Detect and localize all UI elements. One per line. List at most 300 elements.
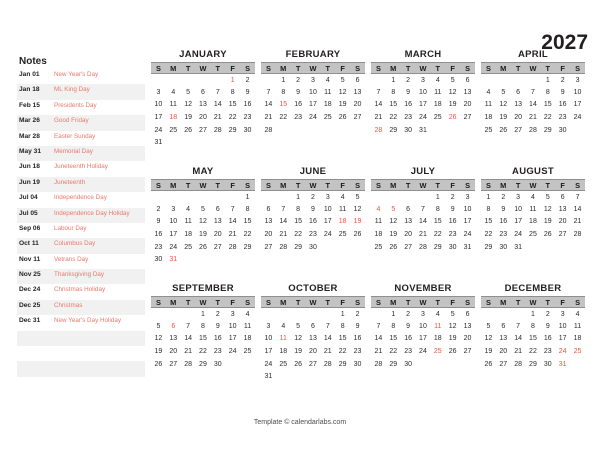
day-cell[interactable]: 9 (355, 322, 360, 330)
day-cell[interactable]: 16 (213, 335, 222, 343)
day-cell[interactable]: 30 (404, 360, 412, 368)
day-cell[interactable]: 24 (264, 360, 273, 368)
day-cell[interactable]: 25 (323, 114, 332, 122)
day-cell[interactable]: 19 (389, 231, 398, 239)
day-cell[interactable]: 23 (543, 348, 552, 356)
day-cell[interactable]: 20 (514, 114, 522, 122)
day-cell[interactable]: 22 (243, 231, 252, 239)
day-cell[interactable]: 21 (573, 218, 582, 226)
day-cell[interactable]: 13 (499, 335, 508, 343)
day-cell[interactable]: 1 (245, 193, 250, 201)
day-cell[interactable]: 26 (389, 243, 398, 251)
day-cell[interactable]: 2 (156, 205, 161, 213)
day-cell[interactable]: 12 (184, 101, 192, 109)
day-cell[interactable]: 12 (199, 218, 207, 226)
day-cell[interactable]: 25 (529, 231, 537, 239)
day-cell[interactable]: 17 (323, 218, 332, 226)
day-cell[interactable]: 1 (201, 310, 205, 318)
day-cell[interactable]: 12 (294, 335, 302, 343)
day-cell[interactable]: 28 (264, 126, 273, 134)
day-cell[interactable]: 12 (154, 335, 163, 343)
day-cell[interactable]: 11 (169, 101, 177, 109)
day-cell[interactable]: 7 (281, 205, 286, 213)
day-cell[interactable]: 4 (435, 310, 440, 318)
day-cell[interactable]: 25 (433, 114, 442, 122)
day-cell[interactable]: 14 (514, 335, 522, 343)
day-cell[interactable]: 11 (243, 322, 252, 330)
day-cell[interactable]: 28 (573, 231, 582, 239)
day-cell[interactable]: 10 (419, 88, 427, 96)
day-cell[interactable]: 27 (499, 360, 508, 368)
day-cell[interactable]: 4 (435, 76, 440, 84)
day-cell[interactable]: 21 (529, 114, 537, 122)
day-cell[interactable]: 16 (404, 101, 412, 109)
day-cell[interactable]: 29 (389, 126, 398, 134)
day-cell[interactable]: 26 (154, 360, 163, 368)
day-cell[interactable]: 31 (419, 126, 427, 134)
day-cell[interactable]: 26 (338, 114, 347, 122)
day-cell[interactable]: 3 (465, 193, 470, 201)
day-cell[interactable]: 1 (296, 193, 301, 201)
day-cell[interactable]: 25 (374, 243, 383, 251)
day-cell[interactable]: 6 (201, 88, 205, 96)
day-cell[interactable]: 12 (389, 218, 398, 226)
day-cell[interactable]: 10 (323, 205, 332, 213)
day-cell[interactable]: 19 (199, 231, 207, 239)
day-cell[interactable]: 17 (419, 101, 427, 109)
day-cell[interactable]: 7 (325, 322, 330, 330)
day-cell[interactable]: 11 (324, 88, 332, 96)
day-cell[interactable]: 21 (514, 348, 522, 356)
day-cell[interactable]: 21 (279, 231, 288, 239)
day-cell[interactable]: 24 (573, 114, 582, 122)
day-cell[interactable]: 16 (309, 218, 317, 226)
day-cell[interactable]: 13 (264, 218, 273, 226)
holiday-day-cell[interactable]: 11 (434, 322, 442, 330)
day-cell[interactable]: 29 (389, 360, 398, 368)
day-cell[interactable]: 9 (215, 322, 220, 330)
day-cell[interactable]: 2 (406, 310, 411, 318)
holiday-day-cell[interactable]: 19 (353, 218, 362, 226)
day-cell[interactable]: 1 (531, 310, 535, 318)
day-cell[interactable]: 14 (279, 218, 288, 226)
day-cell[interactable]: 29 (543, 126, 552, 134)
day-cell[interactable]: 8 (245, 205, 250, 213)
day-cell[interactable]: 18 (573, 335, 582, 343)
day-cell[interactable]: 12 (353, 205, 362, 213)
day-cell[interactable]: 17 (264, 348, 273, 356)
day-cell[interactable]: 20 (353, 101, 362, 109)
day-cell[interactable]: 14 (264, 101, 273, 109)
day-cell[interactable]: 14 (184, 335, 192, 343)
day-cell[interactable]: 4 (575, 310, 580, 318)
day-cell[interactable]: 19 (154, 348, 163, 356)
day-cell[interactable]: 30 (353, 360, 362, 368)
day-cell[interactable]: 2 (545, 310, 550, 318)
day-cell[interactable]: 3 (421, 310, 425, 318)
day-cell[interactable]: 24 (463, 231, 472, 239)
day-cell[interactable]: 15 (243, 218, 252, 226)
day-cell[interactable]: 9 (245, 88, 250, 96)
day-cell[interactable]: 13 (463, 88, 472, 96)
day-cell[interactable]: 20 (404, 231, 412, 239)
day-cell[interactable]: 17 (154, 114, 163, 122)
day-cell[interactable]: 24 (169, 243, 178, 251)
day-cell[interactable]: 22 (389, 114, 398, 122)
day-cell[interactable]: 14 (228, 218, 237, 226)
day-cell[interactable]: 29 (199, 360, 207, 368)
holiday-day-cell[interactable]: 18 (169, 114, 178, 122)
day-cell[interactable]: 13 (558, 205, 567, 213)
day-cell[interactable]: 4 (281, 322, 286, 330)
day-cell[interactable]: 22 (279, 114, 288, 122)
day-cell[interactable]: 21 (184, 348, 192, 356)
day-cell[interactable]: 27 (558, 231, 567, 239)
day-cell[interactable]: 10 (573, 88, 582, 96)
day-cell[interactable]: 20 (463, 101, 472, 109)
day-cell[interactable]: 16 (353, 335, 362, 343)
day-cell[interactable]: 26 (199, 243, 207, 251)
day-cell[interactable]: 2 (501, 193, 506, 201)
day-cell[interactable]: 15 (529, 335, 537, 343)
day-cell[interactable]: 27 (463, 114, 472, 122)
day-cell[interactable]: 28 (529, 126, 537, 134)
day-cell[interactable]: 8 (545, 88, 550, 96)
day-cell[interactable]: 24 (419, 114, 427, 122)
day-cell[interactable]: 18 (279, 348, 288, 356)
holiday-day-cell[interactable]: 5 (391, 205, 396, 213)
day-cell[interactable]: 22 (294, 231, 302, 239)
day-cell[interactable]: 23 (353, 348, 362, 356)
day-cell[interactable]: 29 (433, 243, 442, 251)
day-cell[interactable]: 22 (543, 114, 552, 122)
day-cell[interactable]: 7 (186, 322, 191, 330)
holiday-day-cell[interactable]: 28 (374, 126, 383, 134)
holiday-day-cell[interactable]: 31 (169, 256, 178, 264)
day-cell[interactable]: 27 (199, 126, 207, 134)
day-cell[interactable]: 5 (355, 193, 360, 201)
day-cell[interactable]: 24 (154, 126, 163, 134)
day-cell[interactable]: 19 (484, 348, 493, 356)
day-cell[interactable]: 8 (281, 88, 286, 96)
day-cell[interactable]: 22 (199, 348, 207, 356)
day-cell[interactable]: 10 (309, 88, 317, 96)
day-cell[interactable]: 14 (374, 101, 383, 109)
day-cell[interactable]: 22 (338, 348, 347, 356)
day-cell[interactable]: 13 (514, 101, 522, 109)
day-cell[interactable]: 8 (201, 322, 205, 330)
day-cell[interactable]: 13 (353, 88, 362, 96)
day-cell[interactable]: 27 (463, 348, 472, 356)
day-cell[interactable]: 2 (245, 76, 250, 84)
day-cell[interactable]: 23 (243, 114, 252, 122)
day-cell[interactable]: 1 (281, 76, 286, 84)
holiday-day-cell[interactable]: 18 (338, 218, 347, 226)
day-cell[interactable]: 26 (543, 231, 552, 239)
day-cell[interactable]: 23 (404, 114, 412, 122)
day-cell[interactable]: 8 (531, 322, 535, 330)
day-cell[interactable]: 22 (228, 114, 237, 122)
holiday-day-cell[interactable]: 1 (230, 76, 235, 84)
day-cell[interactable]: 21 (264, 114, 273, 122)
day-cell[interactable]: 18 (433, 101, 442, 109)
day-cell[interactable]: 17 (463, 218, 472, 226)
day-cell[interactable]: 30 (558, 126, 567, 134)
day-cell[interactable]: 28 (279, 243, 288, 251)
day-cell[interactable]: 4 (531, 193, 535, 201)
day-cell[interactable]: 2 (311, 193, 315, 201)
day-cell[interactable]: 24 (309, 114, 317, 122)
day-cell[interactable]: 14 (419, 218, 427, 226)
day-cell[interactable]: 1 (486, 193, 491, 201)
day-cell[interactable]: 7 (575, 193, 580, 201)
day-cell[interactable]: 30 (213, 360, 222, 368)
day-cell[interactable]: 10 (558, 322, 567, 330)
day-cell[interactable]: 18 (243, 335, 252, 343)
day-cell[interactable]: 14 (213, 101, 222, 109)
day-cell[interactable]: 14 (374, 335, 383, 343)
day-cell[interactable]: 8 (340, 322, 345, 330)
day-cell[interactable]: 11 (484, 101, 493, 109)
day-cell[interactable]: 29 (228, 126, 237, 134)
day-cell[interactable]: 18 (323, 101, 332, 109)
day-cell[interactable]: 5 (296, 322, 301, 330)
day-cell[interactable]: 14 (573, 205, 582, 213)
day-cell[interactable]: 2 (560, 76, 565, 84)
day-cell[interactable]: 30 (543, 360, 552, 368)
day-cell[interactable]: 1 (340, 310, 345, 318)
day-cell[interactable]: 28 (184, 360, 192, 368)
day-cell[interactable]: 25 (243, 348, 252, 356)
day-cell[interactable]: 12 (499, 101, 508, 109)
day-cell[interactable]: 17 (169, 231, 178, 239)
day-cell[interactable]: 16 (543, 335, 552, 343)
day-cell[interactable]: 27 (514, 126, 522, 134)
day-cell[interactable]: 20 (499, 348, 508, 356)
day-cell[interactable]: 25 (184, 243, 192, 251)
day-cell[interactable]: 4 (245, 310, 250, 318)
day-cell[interactable]: 23 (213, 348, 222, 356)
day-cell[interactable]: 21 (323, 348, 332, 356)
day-cell[interactable]: 9 (406, 88, 411, 96)
day-cell[interactable]: 29 (243, 243, 252, 251)
day-cell[interactable]: 28 (323, 360, 332, 368)
day-cell[interactable]: 12 (448, 322, 457, 330)
day-cell[interactable]: 17 (558, 335, 567, 343)
day-cell[interactable]: 5 (156, 322, 161, 330)
day-cell[interactable]: 6 (516, 88, 521, 96)
day-cell[interactable]: 17 (228, 335, 237, 343)
day-cell[interactable]: 4 (325, 76, 330, 84)
day-cell[interactable]: 10 (154, 101, 163, 109)
day-cell[interactable]: 15 (228, 101, 237, 109)
day-cell[interactable]: 3 (311, 76, 315, 84)
day-cell[interactable]: 8 (296, 205, 301, 213)
day-cell[interactable]: 3 (421, 76, 425, 84)
day-cell[interactable]: 20 (169, 348, 178, 356)
holiday-day-cell[interactable]: 6 (171, 322, 176, 330)
day-cell[interactable]: 7 (376, 322, 381, 330)
day-cell[interactable]: 26 (448, 348, 457, 356)
day-cell[interactable]: 12 (338, 88, 347, 96)
day-cell[interactable]: 21 (228, 231, 237, 239)
day-cell[interactable]: 6 (311, 322, 315, 330)
day-cell[interactable]: 20 (264, 231, 273, 239)
holiday-day-cell[interactable]: 15 (279, 101, 288, 109)
day-cell[interactable]: 5 (186, 88, 191, 96)
day-cell[interactable]: 5 (340, 76, 345, 84)
day-cell[interactable]: 19 (543, 218, 552, 226)
day-cell[interactable]: 1 (391, 310, 396, 318)
day-cell[interactable]: 10 (228, 322, 237, 330)
holiday-day-cell[interactable]: 26 (448, 114, 457, 122)
day-cell[interactable]: 17 (573, 101, 582, 109)
day-cell[interactable]: 7 (516, 322, 521, 330)
day-cell[interactable]: 3 (156, 88, 161, 96)
day-cell[interactable]: 27 (264, 243, 273, 251)
day-cell[interactable]: 11 (434, 88, 442, 96)
day-cell[interactable]: 9 (311, 205, 315, 213)
day-cell[interactable]: 10 (264, 335, 273, 343)
day-cell[interactable]: 23 (499, 231, 508, 239)
day-cell[interactable]: 28 (374, 360, 383, 368)
day-cell[interactable]: 1 (435, 193, 440, 201)
day-cell[interactable]: 7 (215, 88, 220, 96)
day-cell[interactable]: 19 (184, 114, 192, 122)
day-cell[interactable]: 18 (529, 218, 537, 226)
day-cell[interactable]: 12 (543, 205, 552, 213)
day-cell[interactable]: 29 (294, 243, 302, 251)
day-cell[interactable]: 5 (450, 76, 455, 84)
day-cell[interactable]: 22 (389, 348, 398, 356)
day-cell[interactable]: 27 (353, 114, 362, 122)
day-cell[interactable]: 29 (484, 243, 493, 251)
day-cell[interactable]: 16 (404, 335, 412, 343)
day-cell[interactable]: 23 (448, 231, 457, 239)
day-cell[interactable]: 13 (199, 101, 207, 109)
day-cell[interactable]: 6 (465, 310, 470, 318)
day-cell[interactable]: 20 (558, 218, 567, 226)
day-cell[interactable]: 5 (486, 322, 491, 330)
day-cell[interactable]: 6 (560, 193, 565, 201)
day-cell[interactable]: 3 (171, 205, 176, 213)
day-cell[interactable]: 23 (154, 243, 163, 251)
day-cell[interactable]: 1 (545, 76, 550, 84)
day-cell[interactable]: 10 (419, 322, 427, 330)
day-cell[interactable]: 27 (169, 360, 178, 368)
day-cell[interactable]: 15 (199, 335, 207, 343)
day-cell[interactable]: 26 (353, 231, 362, 239)
day-cell[interactable]: 23 (309, 231, 317, 239)
day-cell[interactable]: 27 (404, 243, 412, 251)
day-cell[interactable]: 4 (486, 88, 491, 96)
day-cell[interactable]: 30 (243, 126, 252, 134)
day-cell[interactable]: 19 (294, 348, 302, 356)
day-cell[interactable]: 21 (419, 231, 427, 239)
day-cell[interactable]: 7 (266, 88, 271, 96)
day-cell[interactable]: 19 (338, 101, 347, 109)
day-cell[interactable]: 10 (463, 205, 472, 213)
day-cell[interactable]: 16 (558, 101, 567, 109)
day-cell[interactable]: 20 (199, 114, 207, 122)
day-cell[interactable]: 26 (484, 360, 493, 368)
day-cell[interactable]: 8 (391, 322, 396, 330)
day-cell[interactable]: 12 (484, 335, 493, 343)
day-cell[interactable]: 30 (499, 243, 508, 251)
day-cell[interactable]: 13 (309, 335, 317, 343)
day-cell[interactable]: 28 (213, 126, 222, 134)
day-cell[interactable]: 17 (309, 101, 317, 109)
holiday-day-cell[interactable]: 25 (433, 348, 442, 356)
day-cell[interactable]: 9 (296, 88, 301, 96)
day-cell[interactable]: 6 (465, 76, 470, 84)
day-cell[interactable]: 15 (338, 335, 347, 343)
day-cell[interactable]: 15 (389, 101, 398, 109)
day-cell[interactable]: 27 (309, 360, 317, 368)
day-cell[interactable]: 27 (213, 243, 222, 251)
day-cell[interactable]: 17 (514, 218, 522, 226)
day-cell[interactable]: 20 (309, 348, 317, 356)
day-cell[interactable]: 23 (294, 114, 302, 122)
day-cell[interactable]: 3 (560, 310, 565, 318)
day-cell[interactable]: 9 (560, 88, 565, 96)
day-cell[interactable]: 26 (184, 126, 192, 134)
day-cell[interactable]: 6 (501, 322, 506, 330)
day-cell[interactable]: 7 (421, 205, 425, 213)
day-cell[interactable]: 16 (294, 101, 302, 109)
day-cell[interactable]: 23 (558, 114, 567, 122)
day-cell[interactable]: 15 (484, 218, 493, 226)
day-cell[interactable]: 9 (450, 205, 455, 213)
day-cell[interactable]: 18 (184, 231, 192, 239)
day-cell[interactable]: 20 (463, 335, 472, 343)
day-cell[interactable]: 2 (450, 193, 455, 201)
day-cell[interactable]: 3 (266, 322, 271, 330)
day-cell[interactable]: 9 (406, 322, 411, 330)
day-cell[interactable]: 21 (374, 348, 383, 356)
day-cell[interactable]: 11 (374, 218, 383, 226)
day-cell[interactable]: 19 (499, 114, 508, 122)
holiday-day-cell[interactable]: 4 (376, 205, 381, 213)
day-cell[interactable]: 7 (531, 88, 535, 96)
day-cell[interactable]: 16 (499, 218, 508, 226)
day-cell[interactable]: 15 (543, 101, 552, 109)
day-cell[interactable]: 23 (404, 348, 412, 356)
day-cell[interactable]: 30 (309, 243, 317, 251)
day-cell[interactable]: 7 (230, 205, 235, 213)
day-cell[interactable]: 13 (463, 322, 472, 330)
day-cell[interactable]: 13 (213, 218, 222, 226)
day-cell[interactable]: 15 (433, 218, 442, 226)
holiday-day-cell[interactable]: 25 (573, 348, 582, 356)
day-cell[interactable]: 6 (266, 205, 271, 213)
day-cell[interactable]: 4 (340, 193, 345, 201)
day-cell[interactable]: 25 (169, 126, 178, 134)
day-cell[interactable]: 29 (338, 360, 347, 368)
day-cell[interactable]: 30 (404, 126, 412, 134)
day-cell[interactable]: 8 (391, 88, 396, 96)
day-cell[interactable]: 13 (404, 218, 412, 226)
day-cell[interactable]: 12 (448, 88, 457, 96)
day-cell[interactable]: 8 (230, 88, 235, 96)
day-cell[interactable]: 6 (355, 76, 360, 84)
day-cell[interactable]: 9 (156, 218, 161, 226)
day-cell[interactable]: 11 (573, 322, 582, 330)
day-cell[interactable]: 2 (406, 76, 411, 84)
day-cell[interactable]: 4 (186, 205, 191, 213)
day-cell[interactable]: 16 (448, 218, 457, 226)
day-cell[interactable]: 25 (338, 231, 347, 239)
